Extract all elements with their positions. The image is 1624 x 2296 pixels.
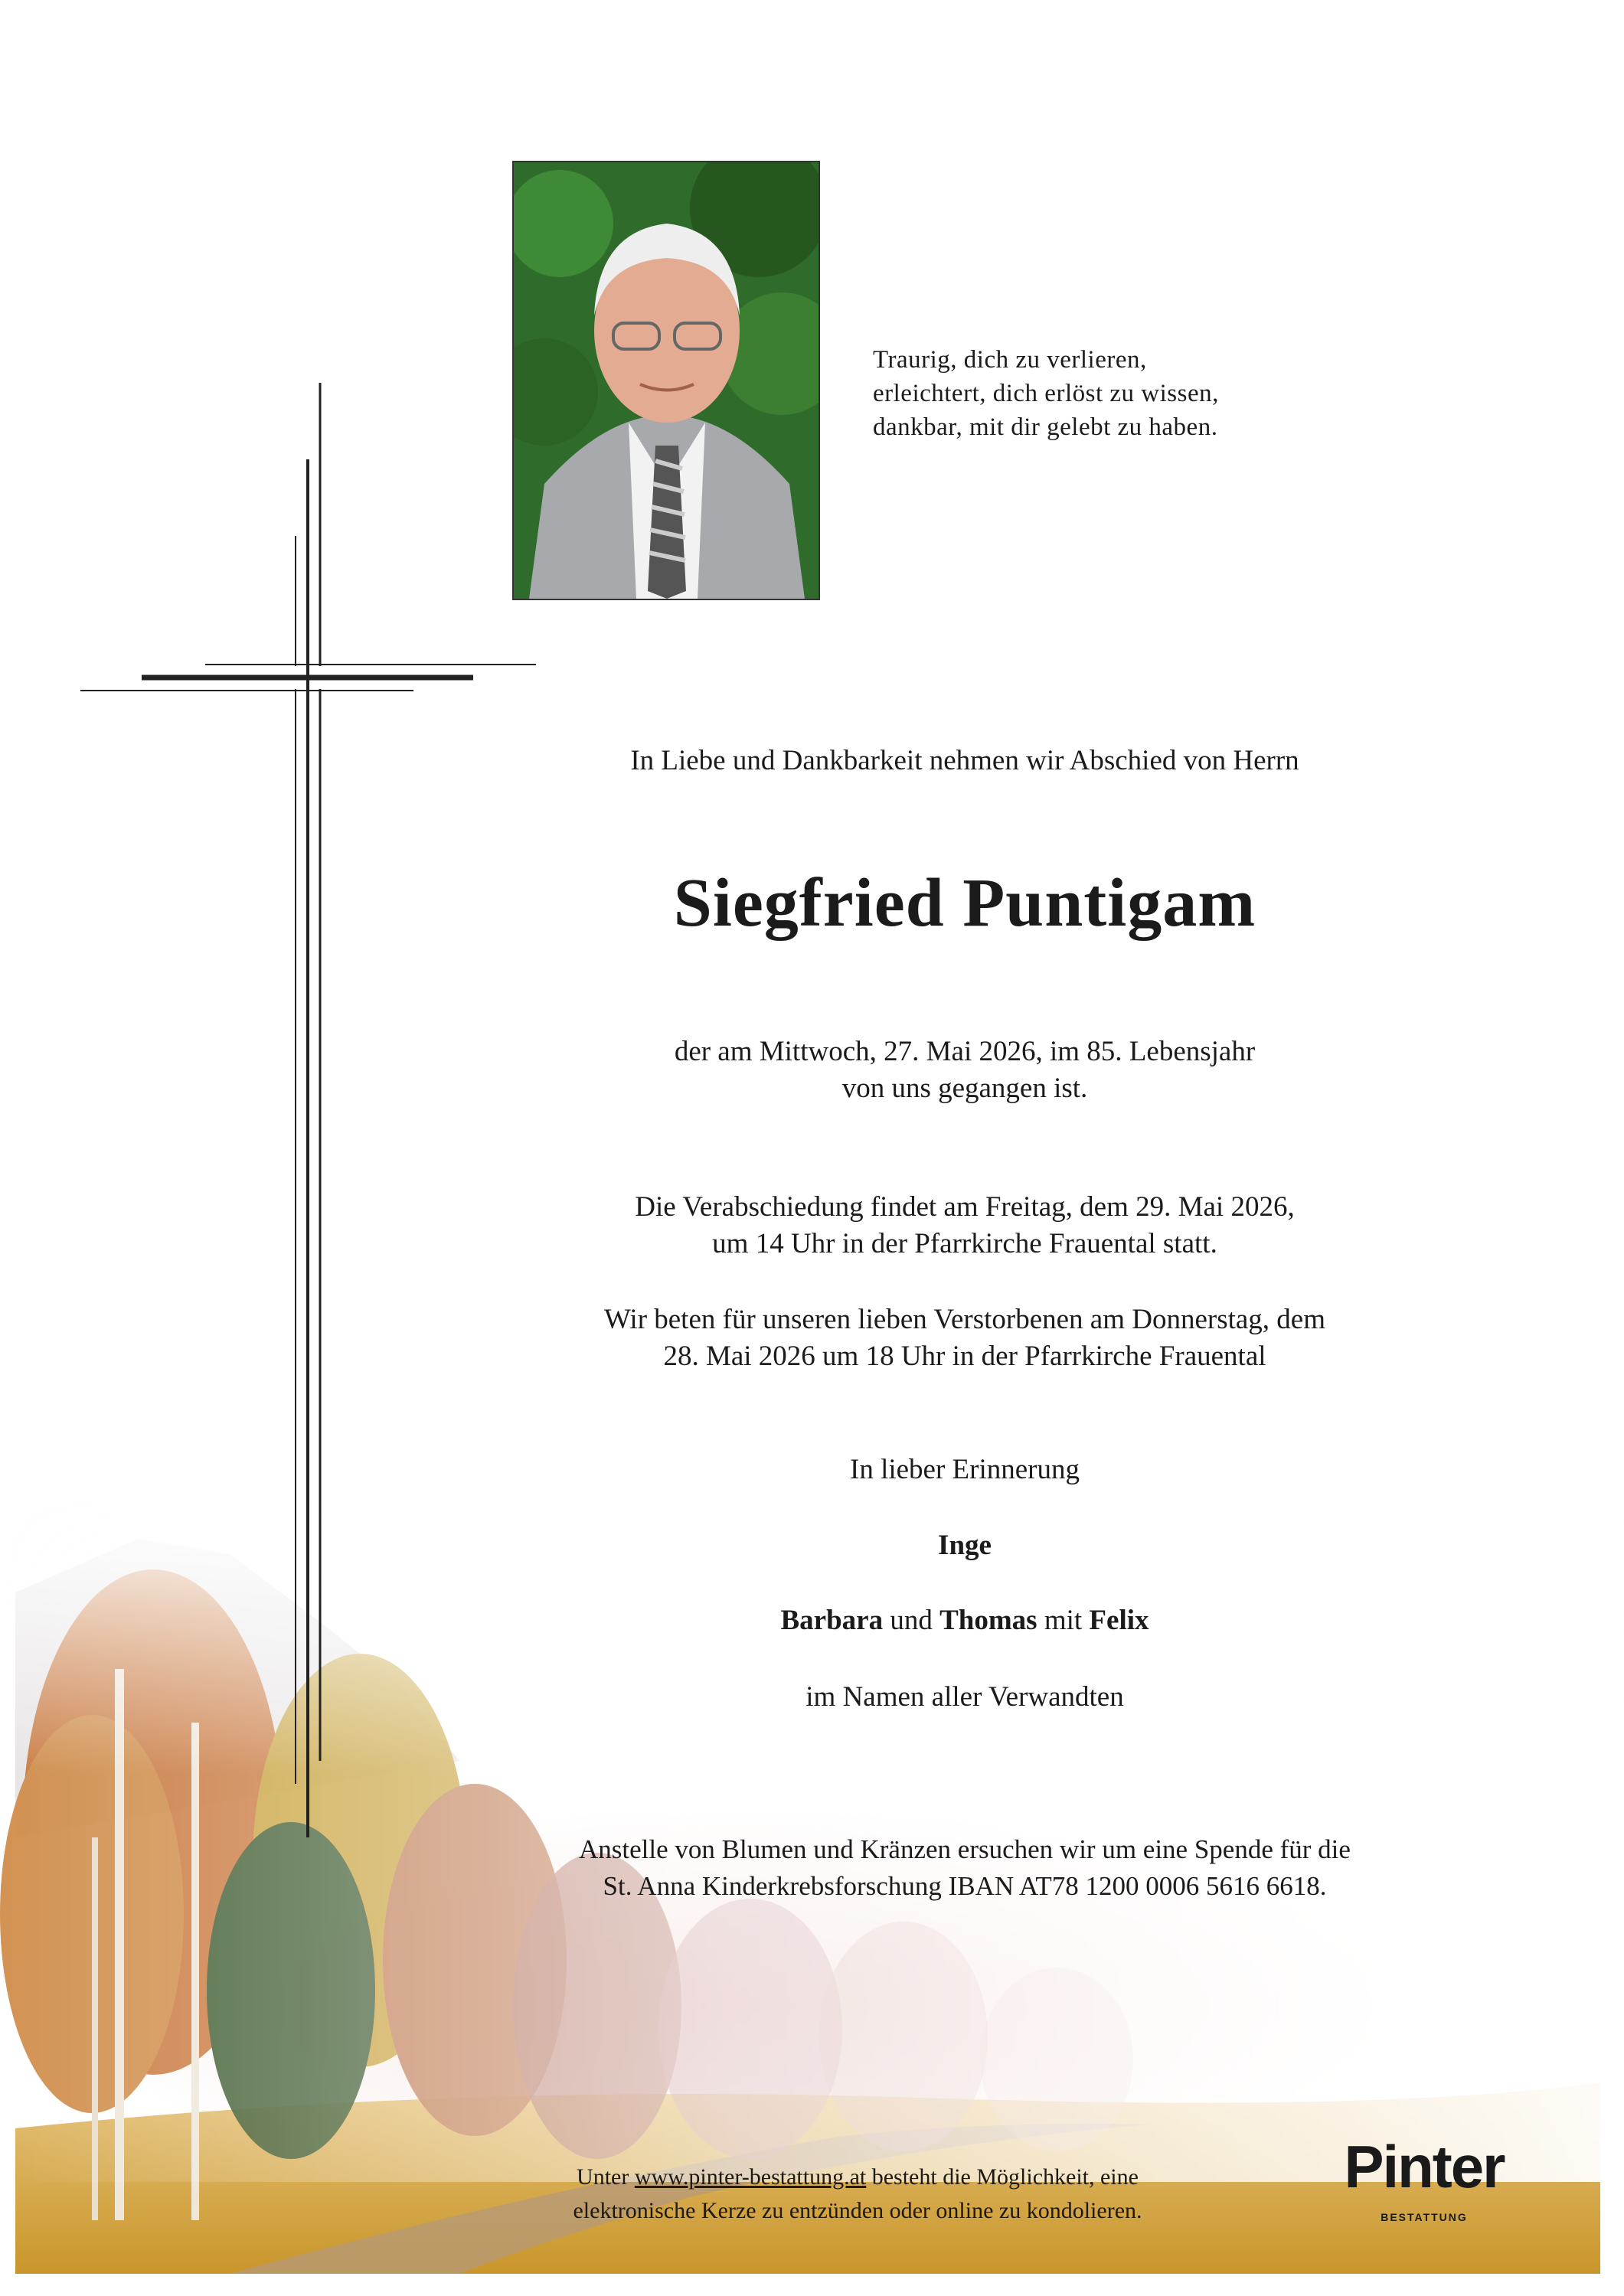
- memorial-quote: [873, 343, 1302, 444]
- relatives-text: im Namen aller Verwandten: [805, 1681, 1124, 1713]
- footer-prefix: Unter: [577, 2164, 629, 2190]
- donation-request: [490, 1831, 1439, 1905]
- website-link[interactable]: www.pinter-bestattung.at: [634, 2164, 867, 2190]
- donation-line: Anstelle von Blumen und Kränzen ersuchen wir um eine Spende für die: [579, 1834, 1351, 1864]
- deceased-name: Siegfried Puntigam: [673, 865, 1256, 941]
- intro-text: In Liebe und Dankbarkeit nehmen wir Abschied von Herrn: [630, 745, 1299, 776]
- condolence-footer: [505, 2160, 1210, 2228]
- mourner-name: Thomas: [939, 1605, 1037, 1636]
- prayer-info: [521, 1302, 1409, 1375]
- prayer-line: Wir beten für unseren lieben Verstorbenen am Donnerstag, dem: [603, 1304, 1326, 1335]
- footer-suffix: besteht die Möglichkeit, eine: [871, 2164, 1139, 2190]
- death-line: der am Mittwoch, 27. Mai 2026, im 85. Lebensjahr: [674, 1036, 1256, 1067]
- mourner-name: Felix: [1089, 1605, 1149, 1636]
- quote-line: erleichtert, dich erlöst zu wissen,: [873, 380, 1219, 407]
- quote-line: dankbar, mit dir gelebt zu haben.: [873, 413, 1218, 441]
- service-info: [521, 1189, 1409, 1262]
- death-line: von uns gegangen ist.: [841, 1073, 1088, 1104]
- conjunction: und: [890, 1605, 933, 1636]
- mourner-family: [521, 1604, 1409, 1637]
- quote-line: Traurig, dich zu verlieren,: [873, 346, 1147, 374]
- logo-subtitle: BESTATTUNG: [1381, 2211, 1468, 2223]
- service-line: um 14 Uhr in der Pfarrkirche Frauental statt.: [712, 1228, 1217, 1259]
- death-notice: [521, 1034, 1409, 1107]
- conjunction: mit: [1044, 1605, 1083, 1636]
- logo-brand: Pinter: [1344, 2133, 1505, 2200]
- footer-line: elektronische Kerze zu entzünden oder online zu kondolieren.: [573, 2198, 1142, 2223]
- donation-line: St. Anna Kinderkrebsforschung IBAN AT78 1200 0006 5616 6618.: [603, 1871, 1327, 1901]
- service-line: Die Verabschiedung findet am Freitag, dem 29. Mai 2026,: [635, 1191, 1295, 1223]
- memory-heading: In lieber Erinnerung: [850, 1454, 1080, 1485]
- pinter-logo: [1332, 2133, 1516, 2223]
- mourner-name: Inge: [938, 1530, 992, 1561]
- prayer-line: 28. Mai 2026 um 18 Uhr in der Pfarrkirche Frauental: [663, 1341, 1266, 1372]
- mourner-name: Barbara: [780, 1605, 884, 1636]
- portrait-photo: [512, 161, 820, 600]
